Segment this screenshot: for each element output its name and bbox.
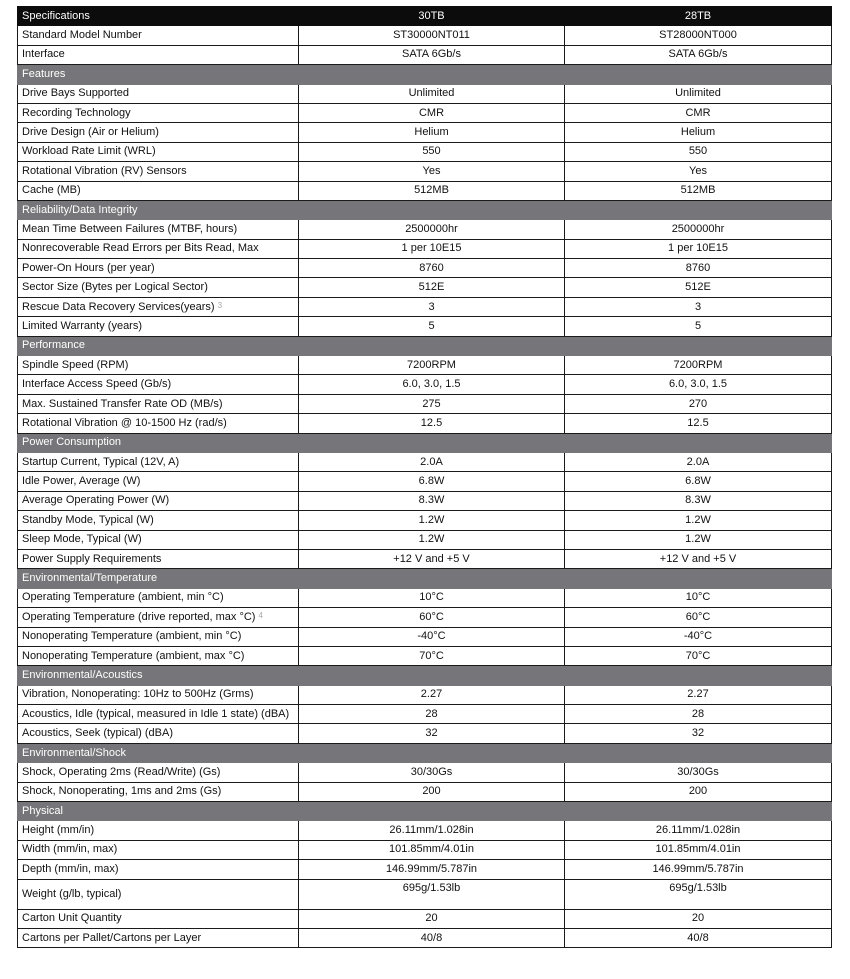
row-label: Drive Design (Air or Helium) bbox=[22, 126, 159, 139]
row-label-cell bbox=[18, 103, 299, 122]
row-label-cell bbox=[18, 763, 299, 782]
row-label: Interface bbox=[22, 48, 65, 61]
value-30tb: 2.27 bbox=[299, 685, 565, 704]
row-label-cell bbox=[18, 452, 299, 471]
value-30tb: 6.8W bbox=[299, 472, 565, 491]
value-28tb: 32 bbox=[565, 724, 832, 743]
value-28tb: ST28000NT000 bbox=[565, 26, 832, 45]
row-label-cell bbox=[18, 782, 299, 801]
table-row bbox=[18, 84, 832, 103]
value-28tb: Helium bbox=[565, 123, 832, 142]
value-28tb: 146.99mm/5.787in bbox=[565, 860, 832, 879]
table-row bbox=[18, 452, 832, 471]
value-28tb: 1 per 10E15 bbox=[565, 239, 832, 258]
row-label-cell bbox=[18, 45, 299, 64]
row-label: Average Operating Power (W) bbox=[22, 494, 170, 507]
table-row bbox=[18, 879, 832, 909]
row-label-cell bbox=[18, 181, 299, 200]
footnote-reference: 3 bbox=[217, 300, 223, 310]
value-28tb: 8.3W bbox=[565, 491, 832, 510]
row-label-cell bbox=[18, 549, 299, 568]
section-title: Environmental/Acoustics bbox=[18, 666, 832, 685]
row-label: Shock, Operating 2ms (Read/Write) (Gs) bbox=[22, 765, 221, 778]
value-28tb: 26.11mm/1.028in bbox=[565, 821, 832, 840]
table-row bbox=[18, 627, 832, 646]
value-30tb: 101.85mm/4.01in bbox=[299, 840, 565, 859]
table-row bbox=[18, 394, 832, 413]
row-label: Weight (g/lb, typical) bbox=[22, 887, 122, 900]
table-row bbox=[18, 375, 832, 394]
value-30tb: 70°C bbox=[299, 646, 565, 665]
value-28tb: Unlimited bbox=[565, 84, 832, 103]
row-label: Vibration, Nonoperating: 10Hz to 500Hz (Grms) bbox=[22, 688, 254, 701]
row-label: Shock, Nonoperating, 1ms and 2ms (Gs) bbox=[22, 785, 222, 798]
table-row bbox=[18, 588, 832, 607]
row-label: Nonoperating Temperature (ambient, max °C) bbox=[22, 649, 245, 662]
row-label-cell bbox=[18, 724, 299, 743]
row-label-cell bbox=[18, 511, 299, 530]
table-row bbox=[18, 685, 832, 704]
row-label-cell bbox=[18, 142, 299, 161]
value-30tb: 512MB bbox=[299, 181, 565, 200]
row-label: Recording Technology bbox=[22, 106, 131, 119]
value-28tb: 2.27 bbox=[565, 685, 832, 704]
value-30tb: 1 per 10E15 bbox=[299, 239, 565, 258]
value-30tb: 8.3W bbox=[299, 491, 565, 510]
row-label: Sector Size (Bytes per Logical Sector) bbox=[22, 281, 208, 294]
section-header-environmental-temperature bbox=[18, 569, 832, 588]
row-label: Acoustics, Idle (typical, measured in Idle 1 state) (dBA) bbox=[22, 707, 290, 720]
row-label-cell bbox=[18, 530, 299, 549]
value-28tb: +12 V and +5 V bbox=[565, 549, 832, 568]
value-28tb: 2.0A bbox=[565, 452, 832, 471]
value-28tb: 101.85mm/4.01in bbox=[565, 840, 832, 859]
table-row bbox=[18, 909, 832, 928]
value-28tb: 30/30Gs bbox=[565, 763, 832, 782]
row-label: Depth (mm/in, max) bbox=[22, 862, 119, 875]
row-label: Nonoperating Temperature (ambient, min °C) bbox=[22, 630, 242, 643]
value-30tb: 7200RPM bbox=[299, 356, 565, 375]
row-label-cell bbox=[18, 84, 299, 103]
row-label-cell bbox=[18, 394, 299, 413]
value-28tb: 270 bbox=[565, 394, 832, 413]
section-title: Power Consumption bbox=[18, 433, 832, 452]
table-row bbox=[18, 840, 832, 859]
row-label: Rescue Data Recovery Services(years) bbox=[22, 300, 215, 313]
row-label: Rotational Vibration (RV) Sensors bbox=[22, 164, 187, 177]
row-label-cell bbox=[18, 840, 299, 859]
table-row bbox=[18, 317, 832, 336]
row-label-cell bbox=[18, 821, 299, 840]
section-header-performance bbox=[18, 336, 832, 355]
value-30tb: 146.99mm/5.787in bbox=[299, 860, 565, 879]
row-label: Operating Temperature (ambient, min °C) bbox=[22, 591, 224, 604]
row-label-cell bbox=[18, 627, 299, 646]
value-28tb: 3 bbox=[565, 297, 832, 316]
footnote-reference: 4 bbox=[258, 610, 263, 620]
table-row bbox=[18, 782, 832, 801]
row-label-cell bbox=[18, 278, 299, 297]
table-row bbox=[18, 530, 832, 549]
value-30tb: 5 bbox=[299, 317, 565, 336]
row-label-cell bbox=[18, 879, 299, 909]
table-row bbox=[18, 549, 832, 568]
row-label-cell bbox=[18, 220, 299, 239]
row-label-cell bbox=[18, 297, 299, 316]
value-30tb: -40°C bbox=[299, 627, 565, 646]
table-row bbox=[18, 511, 832, 530]
value-30tb: 28 bbox=[299, 705, 565, 724]
value-30tb: Yes bbox=[299, 162, 565, 181]
value-30tb: Unlimited bbox=[299, 84, 565, 103]
row-label-cell bbox=[18, 646, 299, 665]
table-row bbox=[18, 259, 832, 278]
row-label-cell bbox=[18, 685, 299, 704]
section-header-physical bbox=[18, 802, 832, 821]
row-label-cell bbox=[18, 375, 299, 394]
value-30tb: +12 V and +5 V bbox=[299, 549, 565, 568]
table-row bbox=[18, 142, 832, 161]
table-row bbox=[18, 278, 832, 297]
row-label: Drive Bays Supported bbox=[22, 87, 129, 100]
value-30tb: CMR bbox=[299, 103, 565, 122]
row-label: Interface Access Speed (Gb/s) bbox=[22, 378, 172, 391]
table-row bbox=[18, 414, 832, 433]
value-28tb: 695g/1.53lb bbox=[565, 879, 832, 909]
row-label: Width (mm/in, max) bbox=[22, 843, 118, 856]
row-label: Sleep Mode, Typical (W) bbox=[22, 533, 142, 546]
value-30tb: 10°C bbox=[299, 588, 565, 607]
row-label-cell bbox=[18, 472, 299, 491]
specifications-table bbox=[17, 6, 832, 948]
section-title: Environmental/Shock bbox=[18, 743, 832, 762]
column-header-28tb: 28TB bbox=[565, 7, 832, 26]
value-28tb: 6.0, 3.0, 1.5 bbox=[565, 375, 832, 394]
table-row bbox=[18, 705, 832, 724]
table-row bbox=[18, 239, 832, 258]
value-30tb: 550 bbox=[299, 142, 565, 161]
row-label-cell bbox=[18, 414, 299, 433]
section-title: Performance bbox=[18, 336, 832, 355]
row-label-cell bbox=[18, 588, 299, 607]
value-30tb: 512E bbox=[299, 278, 565, 297]
value-28tb: 6.8W bbox=[565, 472, 832, 491]
section-title: Physical bbox=[18, 802, 832, 821]
value-30tb: 1.2W bbox=[299, 530, 565, 549]
value-30tb: 8760 bbox=[299, 259, 565, 278]
row-label-cell bbox=[18, 317, 299, 336]
value-28tb: 512MB bbox=[565, 181, 832, 200]
value-30tb: Helium bbox=[299, 123, 565, 142]
section-title: Features bbox=[18, 65, 832, 84]
row-label: Nonrecoverable Read Errors per Bits Read, Max bbox=[22, 242, 259, 255]
value-28tb: 200 bbox=[565, 782, 832, 801]
row-label: Standard Model Number bbox=[22, 29, 142, 42]
value-30tb: 6.0, 3.0, 1.5 bbox=[299, 375, 565, 394]
column-header-30tb: 30TB bbox=[299, 7, 565, 26]
value-30tb: ST30000NT011 bbox=[299, 26, 565, 45]
table-row bbox=[18, 297, 832, 316]
value-28tb: 1.2W bbox=[565, 511, 832, 530]
table-row bbox=[18, 821, 832, 840]
value-30tb: 12.5 bbox=[299, 414, 565, 433]
row-label: Power Supply Requirements bbox=[22, 552, 162, 565]
value-30tb: 20 bbox=[299, 909, 565, 928]
row-label: Height (mm/in) bbox=[22, 824, 95, 837]
value-30tb: 30/30Gs bbox=[299, 763, 565, 782]
value-28tb: 60°C bbox=[565, 608, 832, 627]
row-label: Operating Temperature (drive reported, max °C) bbox=[22, 610, 256, 623]
value-28tb: 5 bbox=[565, 317, 832, 336]
value-28tb: 28 bbox=[565, 705, 832, 724]
row-label-cell bbox=[18, 259, 299, 278]
table-row bbox=[18, 181, 832, 200]
value-30tb: 275 bbox=[299, 394, 565, 413]
header-label: Specifications bbox=[18, 7, 299, 26]
row-label: Cartons per Pallet/Cartons per Layer bbox=[22, 931, 202, 944]
section-header-environmental-shock bbox=[18, 743, 832, 762]
row-label: Rotational Vibration @ 10-1500 Hz (rad/s) bbox=[22, 416, 227, 429]
section-header-environmental-acoustics bbox=[18, 666, 832, 685]
value-28tb: SATA 6Gb/s bbox=[565, 45, 832, 64]
section-title: Reliability/Data Integrity bbox=[18, 200, 832, 219]
table-row bbox=[18, 103, 832, 122]
value-28tb: 20 bbox=[565, 909, 832, 928]
section-header-reliability-data-integrity bbox=[18, 200, 832, 219]
value-28tb: Yes bbox=[565, 162, 832, 181]
row-label-cell bbox=[18, 123, 299, 142]
value-28tb: 550 bbox=[565, 142, 832, 161]
table-row bbox=[18, 472, 832, 491]
row-label: Max. Sustained Transfer Rate OD (MB/s) bbox=[22, 397, 223, 410]
row-label-cell bbox=[18, 491, 299, 510]
value-28tb: 8760 bbox=[565, 259, 832, 278]
value-28tb: 12.5 bbox=[565, 414, 832, 433]
row-label: Mean Time Between Failures (MTBF, hours) bbox=[22, 222, 238, 235]
table-row bbox=[18, 162, 832, 181]
section-title: Environmental/Temperature bbox=[18, 569, 832, 588]
row-label: Cache (MB) bbox=[22, 184, 81, 197]
value-30tb: SATA 6Gb/s bbox=[299, 45, 565, 64]
specifications-table-body bbox=[18, 7, 832, 948]
table-row bbox=[18, 123, 832, 142]
row-label: Acoustics, Seek (typical) (dBA) bbox=[22, 727, 173, 740]
value-28tb: 512E bbox=[565, 278, 832, 297]
value-28tb: CMR bbox=[565, 103, 832, 122]
table-row bbox=[18, 356, 832, 375]
value-30tb: 2500000hr bbox=[299, 220, 565, 239]
value-28tb: 2500000hr bbox=[565, 220, 832, 239]
row-label: Idle Power, Average (W) bbox=[22, 475, 141, 488]
table-row bbox=[18, 763, 832, 782]
value-30tb: 200 bbox=[299, 782, 565, 801]
value-30tb: 695g/1.53lb bbox=[299, 879, 565, 909]
value-28tb: 70°C bbox=[565, 646, 832, 665]
row-label: Spindle Speed (RPM) bbox=[22, 358, 129, 371]
table-row bbox=[18, 928, 832, 947]
table-row bbox=[18, 724, 832, 743]
value-28tb: 10°C bbox=[565, 588, 832, 607]
row-label: Carton Unit Quantity bbox=[22, 912, 122, 925]
value-30tb: 1.2W bbox=[299, 511, 565, 530]
row-label-cell bbox=[18, 909, 299, 928]
row-label-cell bbox=[18, 928, 299, 947]
section-header-features bbox=[18, 65, 832, 84]
row-label-cell bbox=[18, 239, 299, 258]
table-row bbox=[18, 608, 832, 627]
value-30tb: 2.0A bbox=[299, 452, 565, 471]
table-row bbox=[18, 26, 832, 45]
value-30tb: 60°C bbox=[299, 608, 565, 627]
table-row bbox=[18, 220, 832, 239]
value-28tb: 7200RPM bbox=[565, 356, 832, 375]
row-label-cell bbox=[18, 162, 299, 181]
table-row bbox=[18, 646, 832, 665]
row-label: Standby Mode, Typical (W) bbox=[22, 513, 154, 526]
row-label-cell bbox=[18, 705, 299, 724]
value-30tb: 3 bbox=[299, 297, 565, 316]
row-label: Limited Warranty (years) bbox=[22, 319, 143, 332]
row-label-cell bbox=[18, 608, 299, 627]
table-header-row bbox=[18, 7, 832, 26]
row-label: Workload Rate Limit (WRL) bbox=[22, 145, 156, 158]
row-label: Startup Current, Typical (12V, A) bbox=[22, 455, 180, 468]
table-row bbox=[18, 860, 832, 879]
value-30tb: 40/8 bbox=[299, 928, 565, 947]
value-30tb: 26.11mm/1.028in bbox=[299, 821, 565, 840]
table-row bbox=[18, 491, 832, 510]
row-label: Power-On Hours (per year) bbox=[22, 261, 155, 274]
row-label-cell bbox=[18, 860, 299, 879]
row-label-cell bbox=[18, 356, 299, 375]
table-row bbox=[18, 45, 832, 64]
section-header-power-consumption bbox=[18, 433, 832, 452]
row-label-cell bbox=[18, 26, 299, 45]
value-28tb: 1.2W bbox=[565, 530, 832, 549]
value-28tb: 40/8 bbox=[565, 928, 832, 947]
value-28tb: -40°C bbox=[565, 627, 832, 646]
value-30tb: 32 bbox=[299, 724, 565, 743]
